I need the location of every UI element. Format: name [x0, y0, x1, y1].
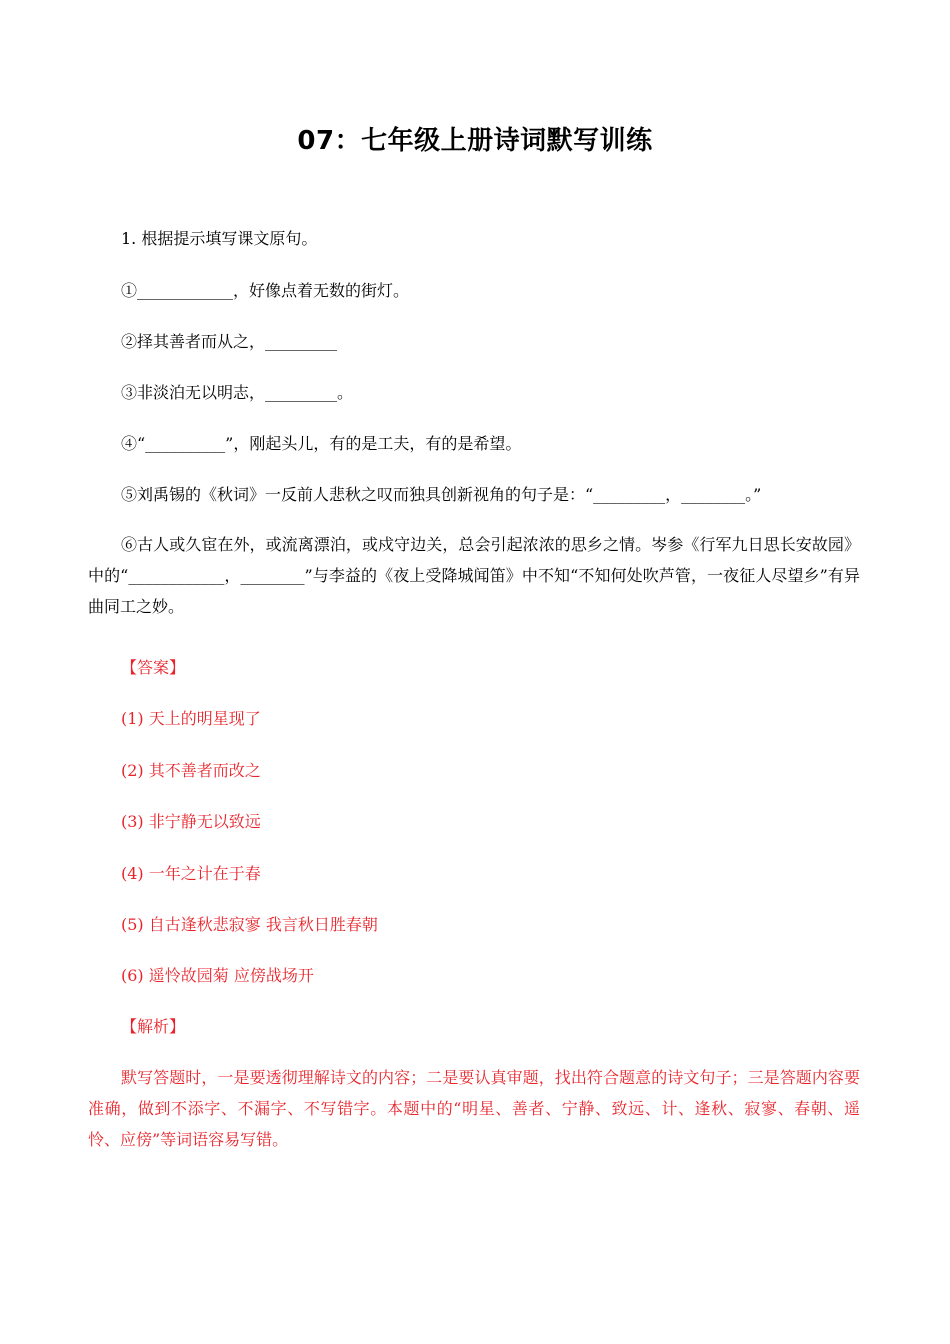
question-item-6: ⑥古人或久宦在外，或流离漂泊，或戍守边关，总会引起浓浓的思乡之情。岑参《行军九日思长安故园》中的“____________，________”与李益的《夜上受降城闻笛》中不知“不知何处吹芦管，一夜征人尽望乡”有异曲同工之妙。 [88, 535, 860, 616]
analysis-heading: 【解析】 [121, 1017, 186, 1036]
answer-item-4: (4) 一年之计在于春 [121, 864, 261, 883]
answer-item-2: (2) 其不善者而改之 [121, 761, 261, 780]
question-item-5: ⑤刘禹锡的《秋词》一反前人悲秋之叹而独具创新视角的句子是：“_________，________。” [121, 485, 762, 504]
answer-item-3: (3) 非宁静无以致远 [121, 812, 261, 831]
question-intro: 1. 根据提示填写课文原句。 [121, 229, 318, 248]
page-title: 07：七年级上册诗词默写训练 [297, 126, 653, 156]
answer-item-1: (1) 天上的明星现了 [121, 709, 261, 728]
answer-item-6: (6) 遥怜故园菊 应傍战场开 [121, 966, 314, 985]
analysis-text: 默写答题时，一是要透彻理解诗文的内容；二是要认真审题，找出符合题意的诗文句子；三是答题内容要准确，做到不添字、不漏字、不写错字。本题中的“明星、善者、宁静、致远、计、逢秋、寂寥、春朝、遥怜、应傍”等词语容易写错。 [88, 1068, 860, 1149]
answer-item-5: (5) 自古逢秋悲寂寥 我言秋日胜春朝 [121, 915, 378, 934]
question-item-1: ①____________，好像点着无数的街灯。 [121, 281, 410, 300]
question-item-2: ②择其善者而从之，_________ [121, 332, 338, 351]
answer-heading: 【答案】 [121, 658, 186, 677]
question-item-3: ③非淡泊无以明志，_________。 [121, 383, 354, 402]
question-item-4: ④“__________”，刚起头儿，有的是工夫，有的是希望。 [121, 434, 522, 453]
